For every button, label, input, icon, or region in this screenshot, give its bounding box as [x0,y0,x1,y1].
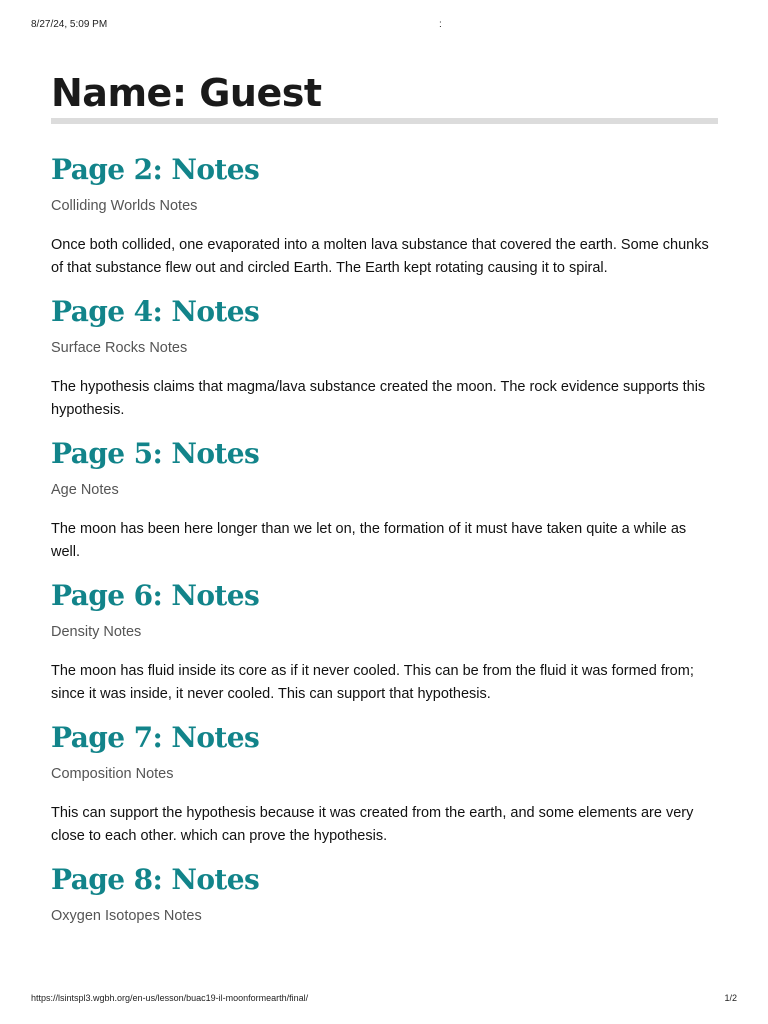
section-heading: Page 8: Notes [51,863,260,896]
section-body: The moon has been here longer than we let on, the formation of it must have taken quite a while as well. [51,521,687,560]
print-footer [31,993,737,1007]
section-heading: Page 6: Notes [51,579,260,612]
section-subtitle: Oxygen Isotopes Notes [51,908,202,924]
page-number: 1/2 [724,993,737,1003]
notes-section-page-6 [51,578,718,706]
print-title: : [439,19,442,30]
section-subtitle: Surface Rocks Notes [51,340,188,356]
name-heading: Name: Guest [51,71,322,115]
section-subtitle: Density Notes [51,624,142,640]
notes-section-page-2 [51,152,718,280]
section-heading: Page 7: Notes [51,721,260,754]
section-body: The hypothesis claims that magma/lava substance created the moon. The rock evidence supports this hypothesis. [51,379,706,418]
notes-section-page-5 [51,436,718,564]
section-heading: Page 4: Notes [51,295,260,328]
document-content [51,68,718,926]
print-header [31,19,737,33]
section-body: The moon has fluid inside its core as if it never cooled. This can be from the fluid it was formed from; since it was inside, it never cooled. This can support that hypothesis. [51,663,694,702]
notes-section-page-4 [51,294,718,422]
section-subtitle: Composition Notes [51,766,174,782]
section-body: This can support the hypothesis because it was created from the earth, and some elements are very close to each other. which can prove the hypothesis. [51,805,694,844]
section-heading: Page 5: Notes [51,437,260,470]
section-subtitle: Colliding Worlds Notes [51,198,198,214]
section-subtitle: Age Notes [51,482,119,498]
notes-section-page-7 [51,720,718,848]
section-heading: Page 2: Notes [51,153,260,186]
section-body: Once both collided, one evaporated into a molten lava substance that covered the earth. Some chunks of that substance flew out and circled Earth. The Earth kept rotating causing it to spiral. [51,237,709,276]
heading-divider [51,118,718,124]
notes-section-page-8 [51,862,718,926]
print-datetime: 8/27/24, 5:09 PM [31,19,108,30]
page-url: https://lsintspl3.wgbh.org/en-us/lesson/buac19-il-moonformearth/final/ [31,993,309,1003]
